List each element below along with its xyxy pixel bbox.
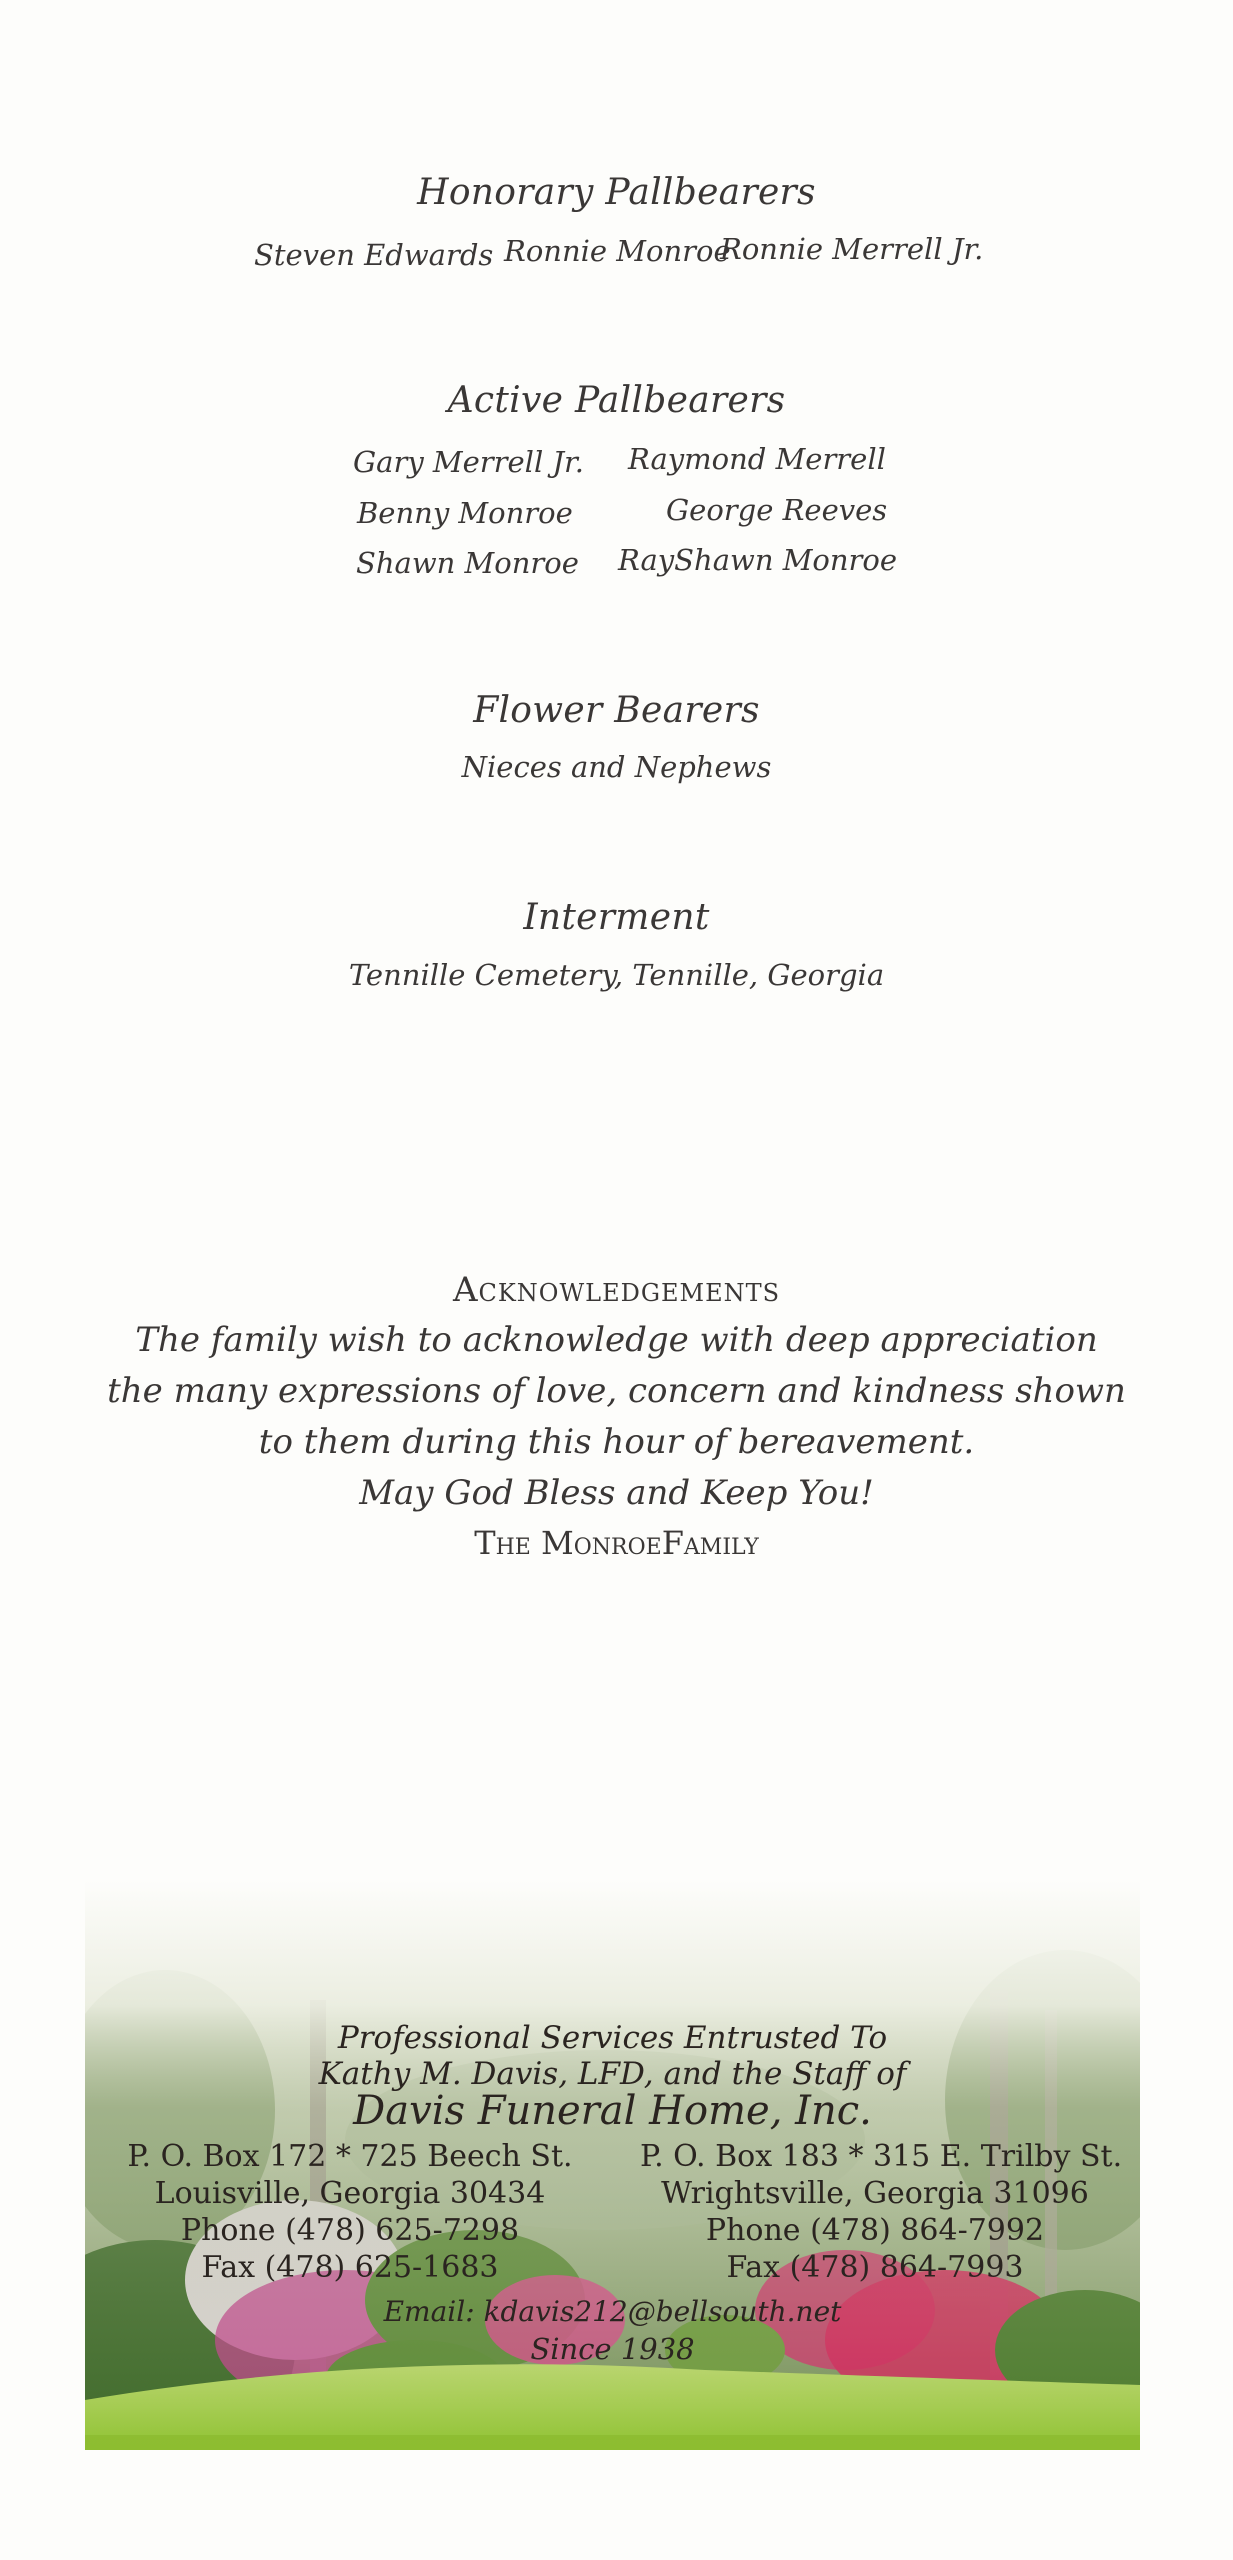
email-line: Email: kdavis212@bellsouth.net (383, 2295, 842, 2328)
address-line: Wrightsville, Georgia 31096 (661, 2176, 1089, 2211)
acknowledgements-line: May God Bless and Keep You! (359, 1473, 874, 1513)
honorary-name: Ronnie Monroe (504, 234, 731, 268)
address-line: Louisville, Georgia 30434 (154, 2176, 546, 2211)
active-name: Shawn Monroe (356, 546, 579, 580)
honorary-name: Ronnie Merrell Jr. (720, 232, 984, 266)
louisville-address-block (115, 2138, 585, 2286)
acknowledgements-line: the many expressions of love, concern and kindness shown (107, 1371, 1126, 1411)
phone-line: Phone (478) 625-7298 (180, 2213, 520, 2248)
active-name: Gary Merrell Jr. (353, 445, 584, 479)
address-line: P. O. Box 183 * 315 E. Trilby St. (640, 2139, 1123, 2174)
active-name: Benny Monroe (357, 496, 573, 530)
flower-bearers-heading: Flower Bearers (473, 690, 760, 731)
funeral-home-name: Davis Funeral Home, Inc. (353, 2088, 872, 2134)
flower-bearers-text: Nieces and Nephews (461, 750, 772, 784)
acknowledgements-line: The family wish to acknowledge with deep appreciation (135, 1320, 1098, 1360)
fax-line: Fax (478) 864-7993 (726, 2250, 1024, 2285)
phone-line: Phone (478) 864-7992 (705, 2213, 1045, 2248)
wrightsville-address-block (640, 2138, 1123, 2286)
since-line: Since 1938 (530, 2332, 695, 2366)
interment-text: Tennille Cemetery, Tennille, Georgia (348, 958, 885, 992)
acknowledgements-line: to them during this hour of bereavement. (258, 1422, 975, 1462)
director-line: Kathy M. Davis, LFD, and the Staff of (318, 2056, 907, 2092)
interment-heading: Interment (523, 897, 710, 938)
active-name: RayShawn Monroe (618, 543, 898, 577)
fax-line: Fax (478) 625-1683 (201, 2250, 499, 2285)
address-line: P. O. Box 172 * 725 Beech St. (127, 2139, 573, 2174)
active-pallbearers-heading: Active Pallbearers (447, 380, 786, 421)
honorary-name: Steven Edwards (254, 238, 494, 272)
garden-photo-banner (85, 1880, 1140, 2450)
active-name: George Reeves (666, 493, 888, 527)
family-signature: The MonroeFamily (474, 1524, 759, 1562)
honorary-pallbearers-heading: Honorary Pallbearers (417, 172, 816, 213)
services-entrusted-line: Professional Services Entrusted To (337, 2020, 888, 2056)
acknowledgements-title: Acknowledgements (452, 1270, 781, 1310)
active-name: Raymond Merrell (628, 442, 886, 476)
